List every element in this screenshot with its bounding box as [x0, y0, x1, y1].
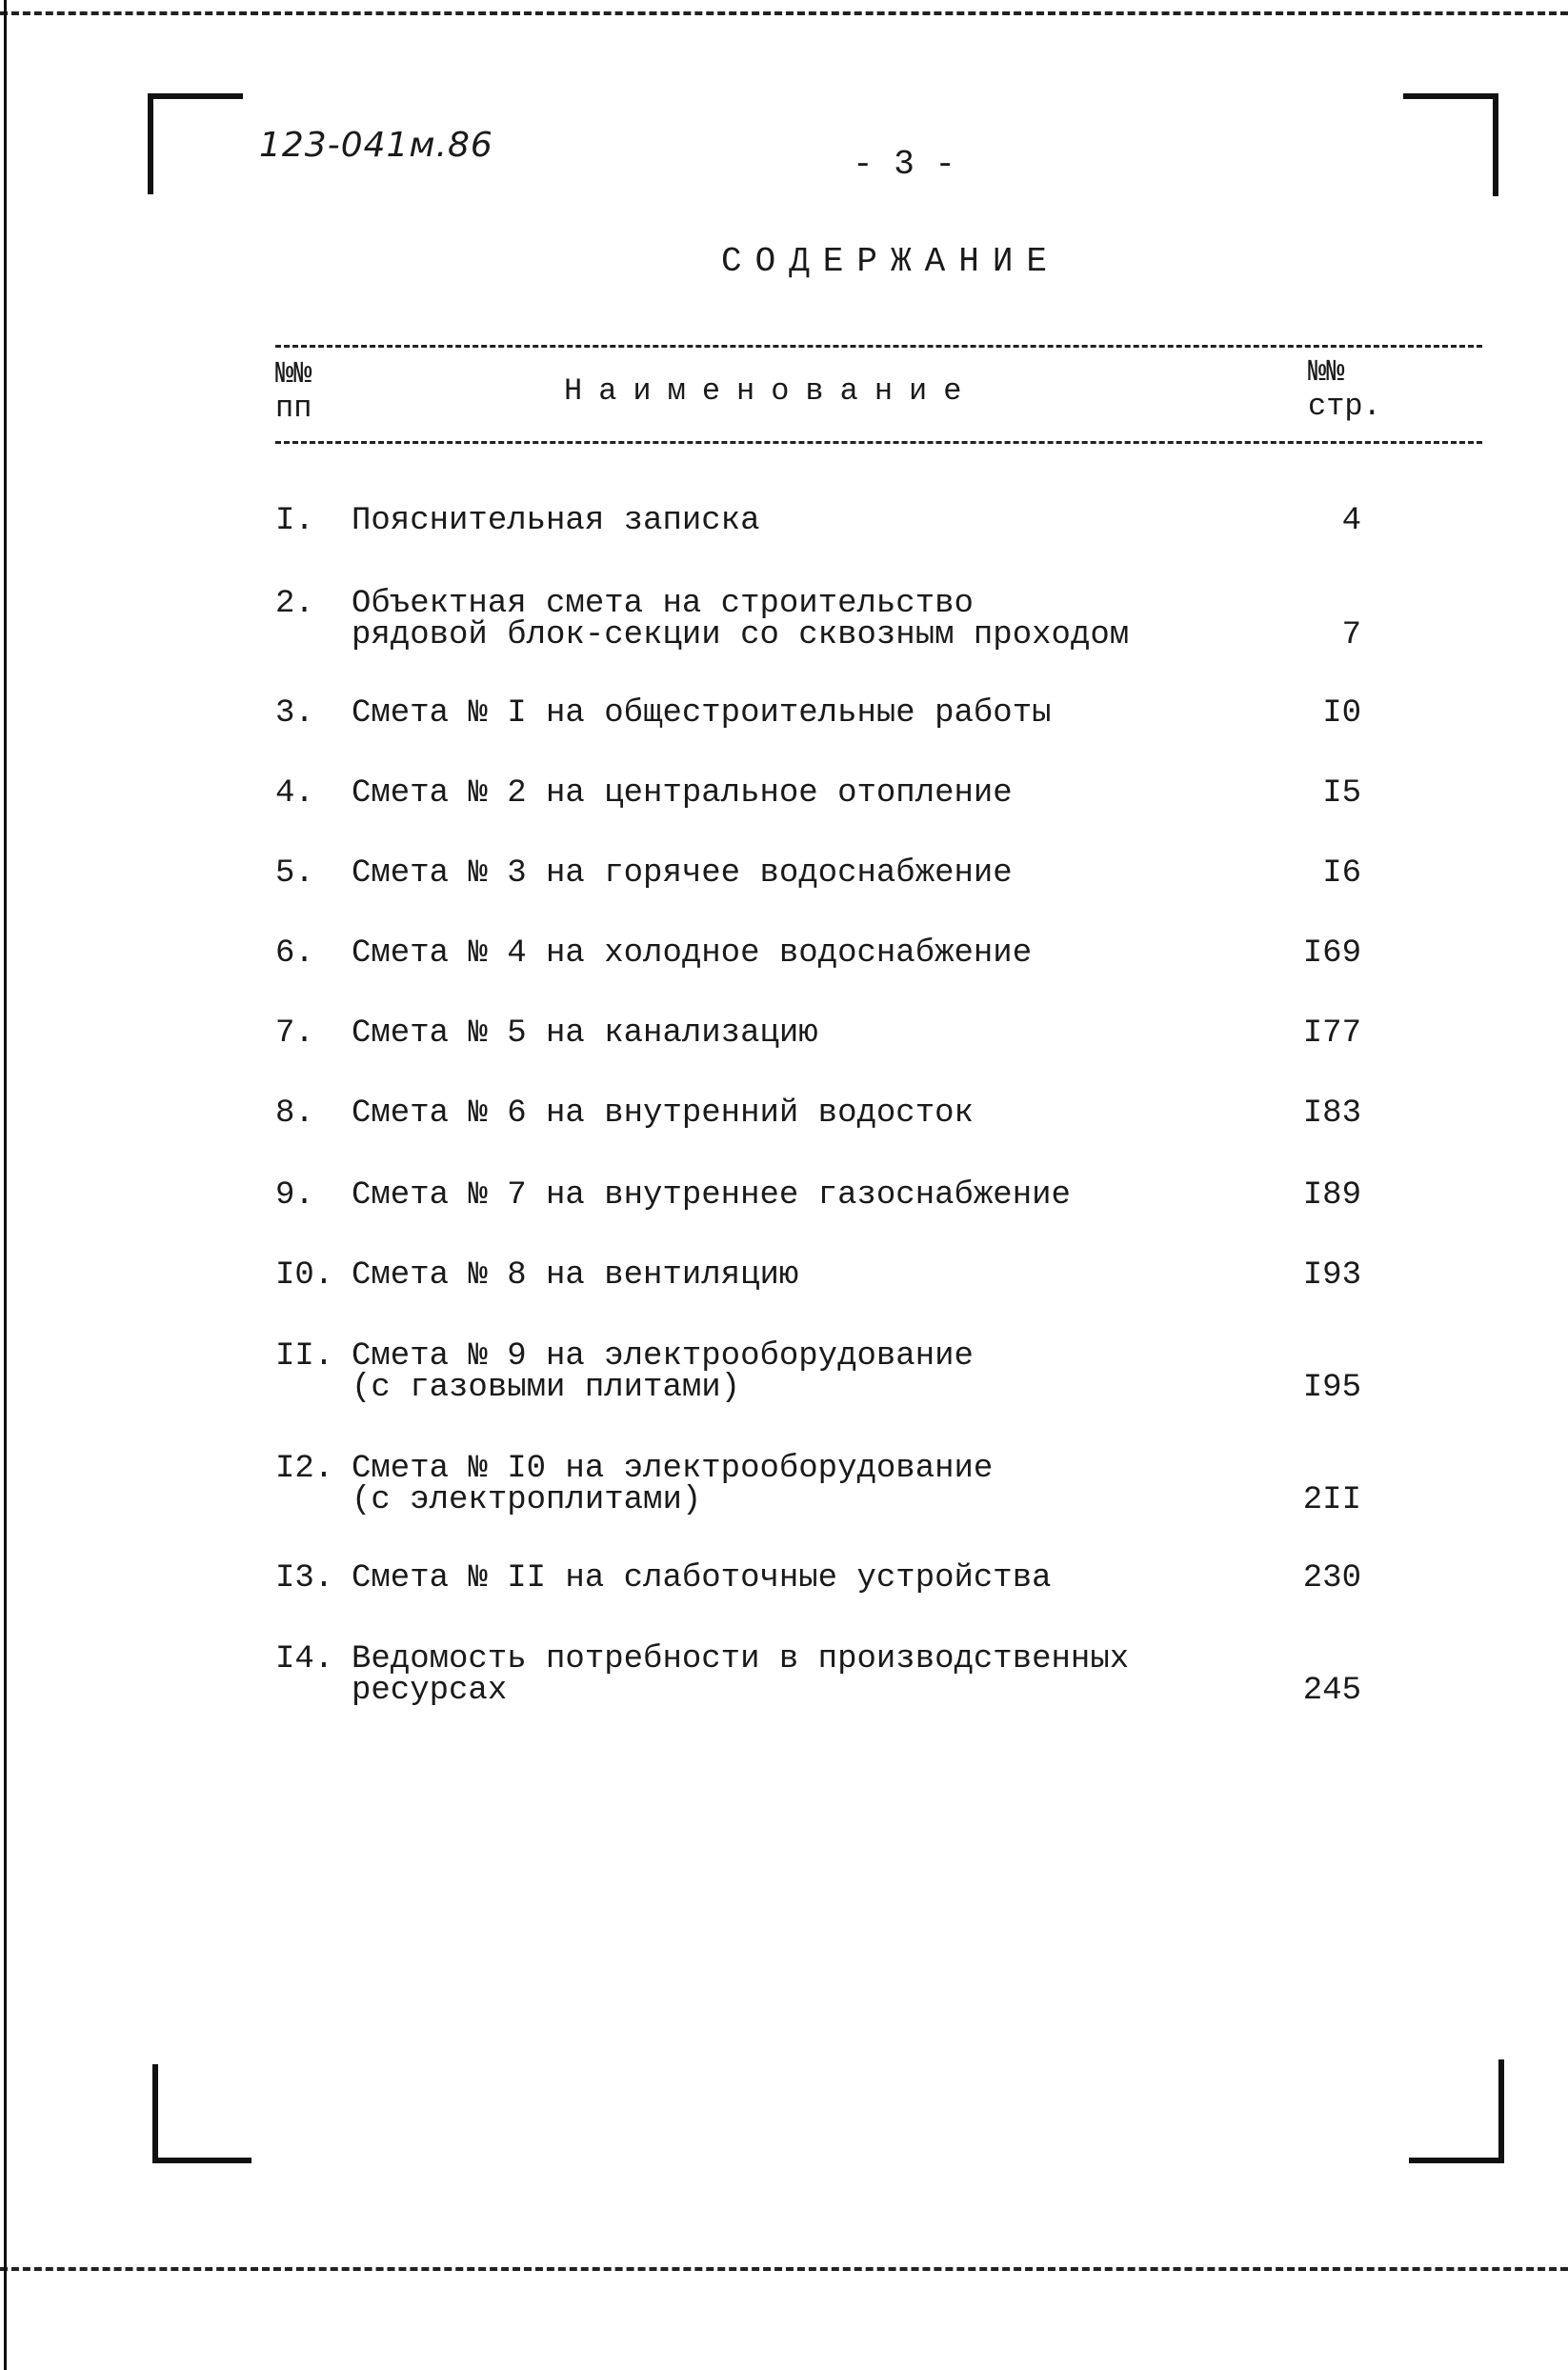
- row-title-line: Смета № 8 на вентиляцию: [352, 1257, 799, 1294]
- row-title: [352, 586, 1130, 653]
- row-title-line: Объектная смета на строительство: [352, 586, 974, 622]
- corner-mark-top-left: [148, 93, 153, 194]
- row-title: [352, 1641, 1130, 1709]
- row-number: I0.: [275, 1257, 334, 1294]
- row-title-line: ресурсах: [352, 1673, 508, 1709]
- row-title-line: Смета № I0 на электрооборудование: [352, 1451, 994, 1487]
- row-page: 245: [1302, 1673, 1361, 1709]
- row-title-line: Смета № 3 на горячее водоснабжение: [352, 855, 1013, 892]
- column-header-number-line1: №№: [275, 356, 312, 392]
- row-page: I0: [1322, 695, 1361, 732]
- row-title: [352, 855, 1013, 892]
- row-page: I89: [1302, 1177, 1361, 1214]
- row-title-line: Смета № 2 на центральное отопление: [352, 775, 1013, 812]
- row-title: [352, 1095, 974, 1132]
- row-number: I2.: [275, 1451, 334, 1487]
- row-title-line: Смета № 7 на внутреннее газоснабжение: [352, 1177, 1071, 1214]
- row-number: 9.: [275, 1177, 314, 1214]
- page-number: - 3 -: [853, 145, 956, 184]
- row-number: 4.: [275, 775, 314, 812]
- row-title: [352, 1015, 818, 1052]
- row-title-line: (с газовыми плитами): [352, 1370, 741, 1406]
- row-title-line: Пояснительная записка: [352, 503, 760, 539]
- column-header-page-line1: №№: [1308, 354, 1345, 390]
- row-page: I83: [1302, 1095, 1361, 1132]
- column-header-page-line2: стр.: [1308, 389, 1381, 424]
- column-header-number-line2: пп: [275, 391, 312, 426]
- row-page: I6: [1322, 855, 1361, 892]
- table-header-bottom-rule: [275, 441, 1482, 444]
- row-number: 8.: [275, 1095, 314, 1132]
- corner-mark-bottom-left: [152, 2064, 158, 2163]
- row-number: II.: [275, 1338, 334, 1375]
- row-number: I4.: [275, 1641, 334, 1677]
- row-page: 230: [1302, 1560, 1361, 1597]
- column-header-page: [1308, 355, 1381, 424]
- row-title-line: Смета № I на общестроительные работы: [352, 695, 1052, 732]
- corner-mark-bottom-left: [152, 2158, 251, 2163]
- corner-mark-top-left: [148, 93, 243, 99]
- row-title-line: рядовой блок-секции со сквозным проходом: [352, 617, 1130, 653]
- row-page: I93: [1302, 1257, 1361, 1294]
- column-header-name: Наименование: [564, 373, 978, 409]
- corner-mark-bottom-right: [1498, 2059, 1504, 2163]
- row-title: [352, 775, 1013, 812]
- row-number: 5.: [275, 855, 314, 892]
- row-title: [352, 503, 760, 539]
- row-page: I5: [1322, 775, 1361, 812]
- row-title-line: (с электроплитами): [352, 1482, 702, 1518]
- corner-mark-top-right: [1403, 93, 1498, 99]
- row-number: 6.: [275, 935, 314, 972]
- left-border: [4, 0, 7, 2370]
- corner-mark-bottom-right: [1409, 2158, 1504, 2163]
- row-title-line: Смета № II на слаботочные устройства: [352, 1560, 1052, 1597]
- top-dashed-border: [0, 11, 1568, 15]
- row-title: [352, 1560, 1052, 1597]
- row-title: [352, 1338, 974, 1406]
- row-title: [352, 695, 1052, 732]
- row-page: 4: [1341, 503, 1361, 539]
- row-page: I69: [1302, 935, 1361, 972]
- row-number: 2.: [275, 586, 314, 622]
- row-title: [352, 935, 1033, 972]
- row-title-line: Смета № 6 на внутренний водосток: [352, 1095, 974, 1132]
- row-title-line: Смета № 5 на канализацию: [352, 1015, 818, 1052]
- document-code: 123-041м.86: [259, 126, 493, 165]
- corner-mark-top-right: [1493, 93, 1498, 196]
- row-title: [352, 1451, 994, 1518]
- row-title-line: Смета № 4 на холодное водоснабжение: [352, 935, 1033, 972]
- row-number: I3.: [275, 1560, 334, 1597]
- row-title-line: Смета № 9 на электрооборудование: [352, 1338, 974, 1375]
- row-page: I77: [1302, 1015, 1361, 1052]
- row-number: 3.: [275, 695, 314, 732]
- page-title: СОДЕРЖАНИЕ: [721, 242, 1061, 281]
- bottom-dashed-border: [0, 2267, 1568, 2271]
- row-title: [352, 1257, 799, 1294]
- column-header-number: [275, 357, 312, 426]
- row-number: I.: [275, 503, 314, 539]
- row-page: I95: [1302, 1370, 1361, 1406]
- table-header-top-rule: [275, 345, 1482, 348]
- row-page: 7: [1341, 617, 1361, 653]
- row-title: [352, 1177, 1071, 1214]
- row-page: 2II: [1302, 1482, 1361, 1518]
- row-number: 7.: [275, 1015, 314, 1052]
- row-title-line: Ведомость потребности в производственных: [352, 1641, 1130, 1677]
